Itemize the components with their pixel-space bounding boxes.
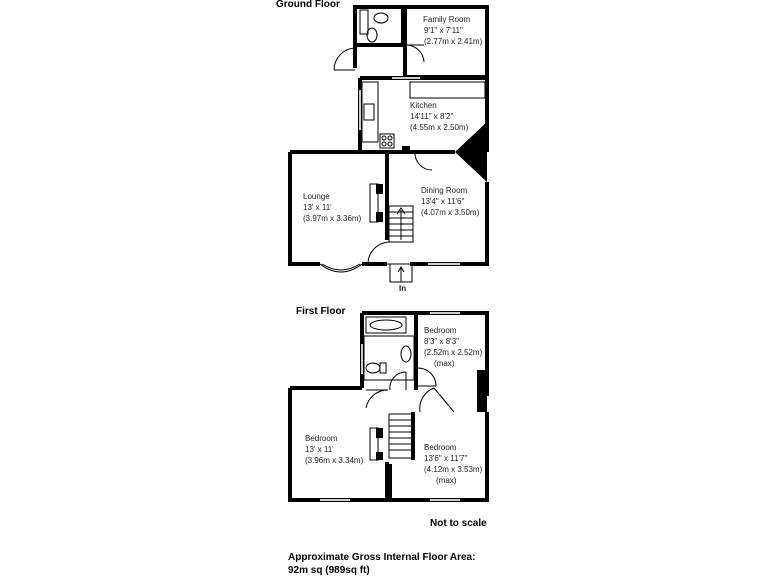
kitchen-sink-icon — [364, 104, 374, 120]
bathroom-door-icon — [390, 372, 406, 390]
bedroom-left-label — [305, 434, 364, 465]
svg-text:Lounge: Lounge — [303, 192, 330, 201]
ground-floor-heading: Ground Floor — [276, 0, 340, 10]
lounge-fireplace — [376, 184, 383, 194]
toilet-icon — [366, 363, 380, 373]
scale-note: Not to scale — [430, 518, 487, 529]
svg-text:(2.52m x 2.52m): (2.52m x 2.52m) — [424, 348, 483, 357]
family-room-label — [423, 15, 483, 46]
wc-cistern-icon — [360, 10, 368, 34]
svg-text:Kitchen: Kitchen — [410, 101, 437, 110]
svg-text:Bedroom: Bedroom — [424, 326, 457, 335]
wc-toilet-icon — [367, 28, 377, 42]
entrance-arrow-icon — [398, 267, 404, 282]
svg-text:9'1" x 7'11": 9'1" x 7'11" — [424, 26, 463, 35]
back-door-icon — [334, 48, 355, 70]
svg-text:13' x 11': 13' x 11' — [303, 203, 332, 212]
lounge-fireplace-lower — [376, 212, 383, 222]
bath-tub-icon — [370, 320, 402, 330]
svg-text:(3.97m x 3.36m): (3.97m x 3.36m) — [303, 214, 362, 223]
svg-text:13'6" x 11'7": 13'6" x 11'7" — [424, 454, 468, 463]
family-room-door-icon — [406, 45, 424, 62]
bedroom-fireplace-lower — [376, 452, 383, 460]
lounge-label — [303, 192, 362, 223]
entrance-label: In — [399, 284, 407, 293]
area-title: Approximate Gross Internal Floor Area: — [288, 552, 476, 563]
area-value: 92m sq (989sq ft) — [288, 565, 370, 576]
svg-text:13'4" x 11'6": 13'4" x 11'6" — [421, 197, 465, 206]
svg-text:(4.07m x 3.50m): (4.07m x 3.50m) — [421, 208, 480, 217]
svg-text:(max): (max) — [434, 359, 455, 368]
kitchen-worktop-back — [410, 82, 485, 98]
bedroom-fireplace — [376, 428, 383, 438]
ground-floor-plan — [290, 7, 487, 293]
svg-text:(3.96m x 3.34m): (3.96m x 3.34m) — [305, 456, 364, 465]
first-chimney — [477, 370, 487, 412]
bedroom-left-walls — [290, 388, 387, 500]
kitchen-door-icon — [415, 152, 432, 170]
svg-text:(2.77m x 2.41m): (2.77m x 2.41m) — [424, 37, 483, 46]
bedroom-right-door-icon — [420, 388, 454, 412]
kitchen-label — [410, 101, 469, 132]
svg-text:Family Room: Family Room — [423, 15, 471, 24]
svg-text:Bedroom: Bedroom — [424, 443, 457, 452]
basin-icon — [401, 346, 411, 362]
svg-text:13' x 11': 13' x 11' — [305, 445, 334, 454]
dining-room-label — [421, 186, 480, 217]
wc-basin-icon — [374, 13, 388, 23]
lounge-bay-window — [320, 264, 362, 272]
svg-text:Bedroom: Bedroom — [305, 434, 338, 443]
svg-text:(max): (max) — [436, 476, 457, 485]
bedroom-small-door-icon — [418, 368, 436, 386]
hob-icon — [380, 134, 394, 148]
svg-text:(4.55m x 2.50m): (4.55m x 2.50m) — [410, 123, 469, 132]
first-stairs — [389, 414, 413, 458]
bedroom-small-label — [424, 326, 483, 368]
svg-text:14'11" x 8'2": 14'11" x 8'2" — [410, 112, 454, 121]
front-door-icon — [368, 242, 390, 264]
svg-text:Dining Room: Dining Room — [421, 186, 468, 195]
bedroom-left-door-icon — [366, 390, 388, 408]
bath-icon — [366, 317, 406, 333]
svg-text:8'3" x 8'3": 8'3" x 8'3" — [424, 337, 459, 346]
svg-text:(4.12m x 3.53m): (4.12m x 3.53m) — [424, 465, 483, 474]
bedroom-right-label — [424, 443, 483, 485]
first-floor-heading: First Floor — [296, 306, 346, 317]
